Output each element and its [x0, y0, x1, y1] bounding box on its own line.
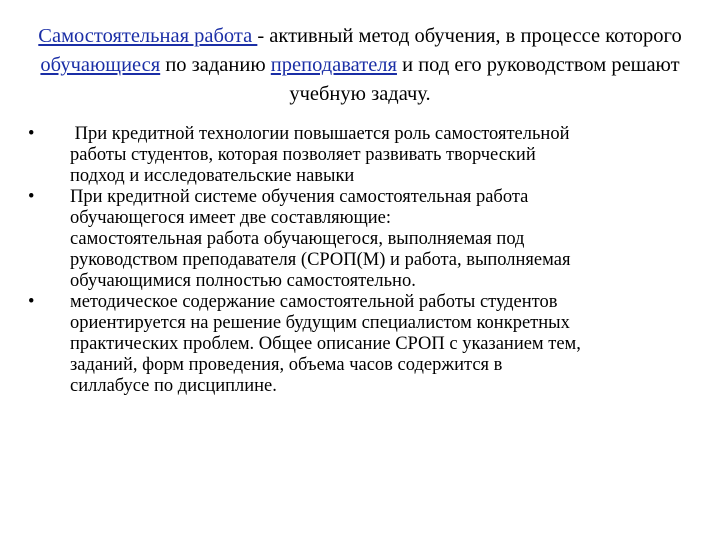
bullet-item-1: [28, 124, 700, 187]
bullet-2-line-3: самостоятельная работа обучающегося, выполняемая под: [70, 229, 525, 249]
bullet-dot-icon: •: [28, 124, 35, 144]
bullet-dot-icon: •: [28, 187, 35, 207]
bullet-2-line-2: обучающегося имеет две составляющие:: [70, 208, 392, 228]
bullet-2-line-4: руководством преподавателя (СРОП(М) и работа, выполняемая: [70, 250, 571, 270]
intro-text-1: - активный метод обучения, в процессе которого: [257, 25, 682, 47]
link-teacher[interactable]: преподавателя: [270, 54, 397, 76]
bullet-3-line-1: методическое содержание самостоятельной работы студентов: [70, 292, 558, 312]
bullet-3-line-5: силлабусе по дисциплине.: [70, 376, 277, 396]
bullet-list: [28, 124, 700, 397]
bullet-item-2: [28, 187, 700, 292]
bullet-2-line-5: обучающимися полностью самостоятельно.: [70, 271, 416, 291]
bullet-3-line-4: заданий, форм проведения, объема часов содержится в: [70, 355, 503, 375]
bullet-1-line-3: подход и исследовательские навыки: [70, 166, 355, 186]
bullet-item-3: [28, 292, 700, 397]
bullet-3-line-2: ориентируется на решение будущим специалистом конкретных: [70, 313, 570, 333]
bullet-dot-icon: •: [28, 292, 35, 312]
intro-paragraph: [30, 22, 690, 109]
bullet-3-line-3: практических проблем. Общее описание СРОП с указанием тем,: [70, 334, 581, 354]
intro-text-2: по заданию: [160, 54, 271, 76]
bullet-1-line-2: работы студентов, которая позволяет развивать творческий: [70, 145, 536, 165]
link-learners[interactable]: обучающиеся: [40, 54, 161, 76]
bullet-1-line-1: При кредитной технологии повышается роль самостоятельной: [70, 124, 570, 144]
bullet-2-line-1: При кредитной системе обучения самостоятельная работа: [70, 187, 529, 207]
intro-text-3: и под его руководством решают учебную задачу.: [289, 54, 680, 105]
link-independent-work[interactable]: Самостоятельная работа: [38, 25, 258, 47]
